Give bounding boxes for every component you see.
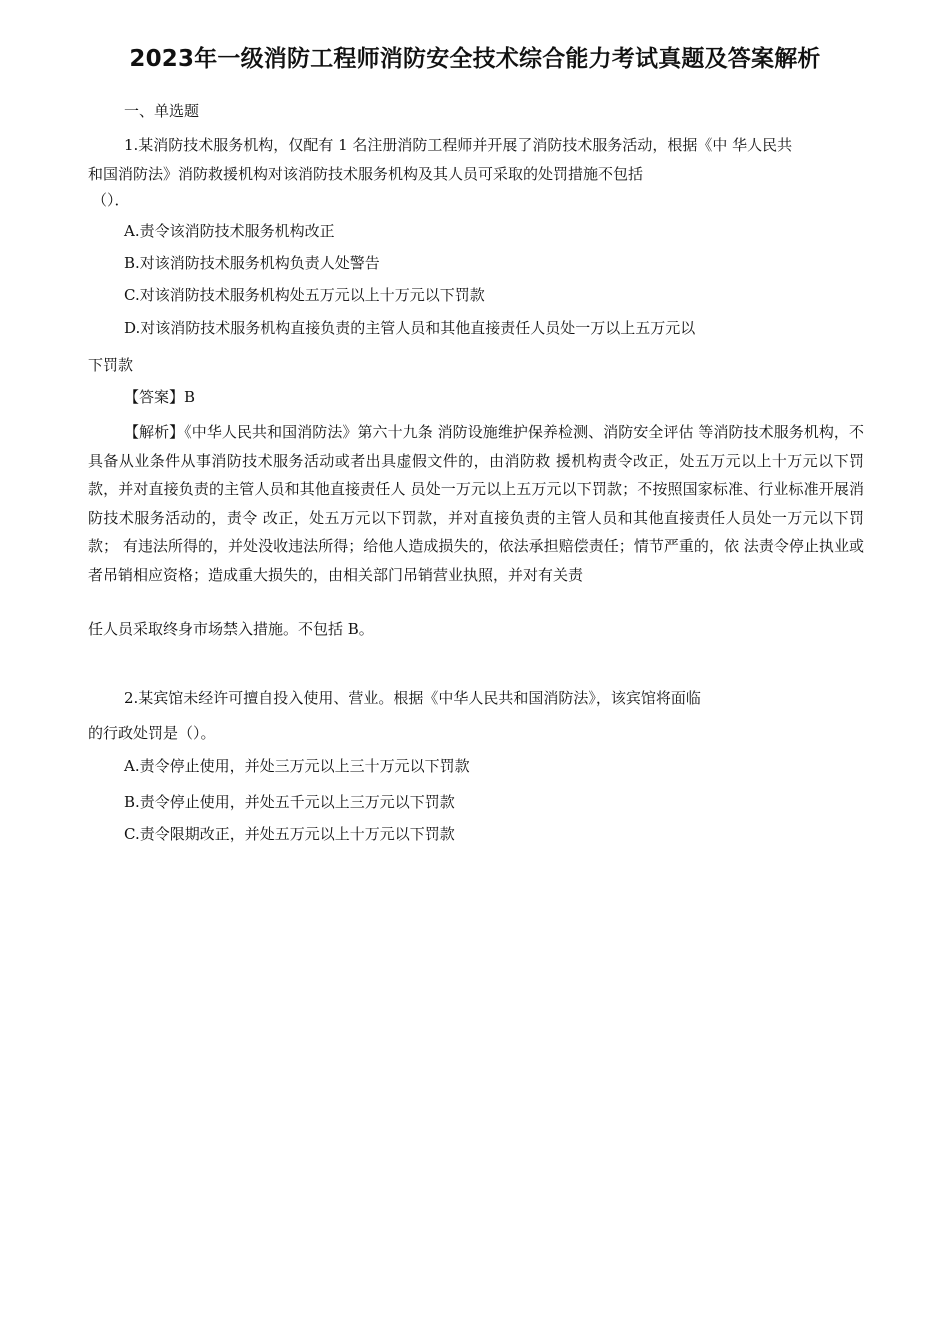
- q2-stem-line2: 的行政处罚是（）。: [88, 724, 216, 742]
- section-heading: 一、单选题: [124, 102, 200, 120]
- q1-answer: 【答案】B: [124, 388, 196, 406]
- q1-stem-line2: 和国消防法》消防救援机构对该消防技术服务机构及其人员可采取的处罚措施不包括: [88, 165, 644, 183]
- q1-option-c: C.对该消防技术服务机构处五万元以上十万元以下罚款: [124, 286, 485, 304]
- q1-option-b: B.对该消防技术服务机构负责人处警告: [124, 254, 380, 272]
- q2-option-a: A.责令停止使用，并处三万元以上三十万元以下罚款: [124, 757, 470, 775]
- q1-option-a: A.责令该消防技术服务机构改正: [124, 222, 335, 240]
- q1-analysis: [88, 418, 864, 590]
- q2-option-c: C.责令限期改正，并处五万元以上十万元以下罚款: [124, 825, 455, 843]
- q1-analysis-label: 【解析】: [124, 423, 185, 441]
- q2-stem-line1: 2.某宾馆未经许可擅自投入使用、营业。根据《中华人民共和国消防法》，该宾馆将面临: [124, 689, 701, 707]
- q1-analysis-tail: 任人员采取终身市场禁入措施。不包括 B。: [88, 620, 374, 638]
- page-title: 2023年一级消防工程师消防安全技术综合能力考试真题及答案解析: [129, 46, 821, 72]
- q1-stem-line1: 1.某消防技术服务机构，仅配有 1 名注册消防工程师并开展了消防技术服务活动，根据《中 华人民共: [124, 136, 793, 154]
- q2-option-b: B.责令停止使用，并处五千元以上三万元以下罚款: [124, 793, 455, 811]
- q1-analysis-text: 《中华人民共和国消防法》第六十九条 消防设施维护保养检测、消防安全评估 等消防技术服务机构，不具备从业条件从事消防技术服务活动或者出具虚假文件的，由消防救 援机构责令改正，处五万元以上十万元以下罚款，并对直接负责的主管人员和其他直接责任人 员处一万元以上五万元以下罚款；不按照国家标准、行业标准开展消防技术服务活动的，责令 改正，处五万元以下罚款，并对直接负责的主管人员和其他直接责任人员处一万元以下罚款； 有违法所得的，并处没收违法所得；给他人造成损失的，依法承担赔偿责任；情节严重的，依 法责令停止执业或者吊销相应资格；造成重大损失的，由相关部门吊销营业执照，并对有关责: [88, 423, 864, 584]
- q1-option-d-line2: 下罚款: [88, 356, 134, 374]
- q1-stem-line3: （）．: [92, 191, 130, 209]
- q1-option-d-line1: D.对该消防技术服务机构直接负责的主管人员和其他直接责任人员处一万以上五万元以: [124, 319, 696, 337]
